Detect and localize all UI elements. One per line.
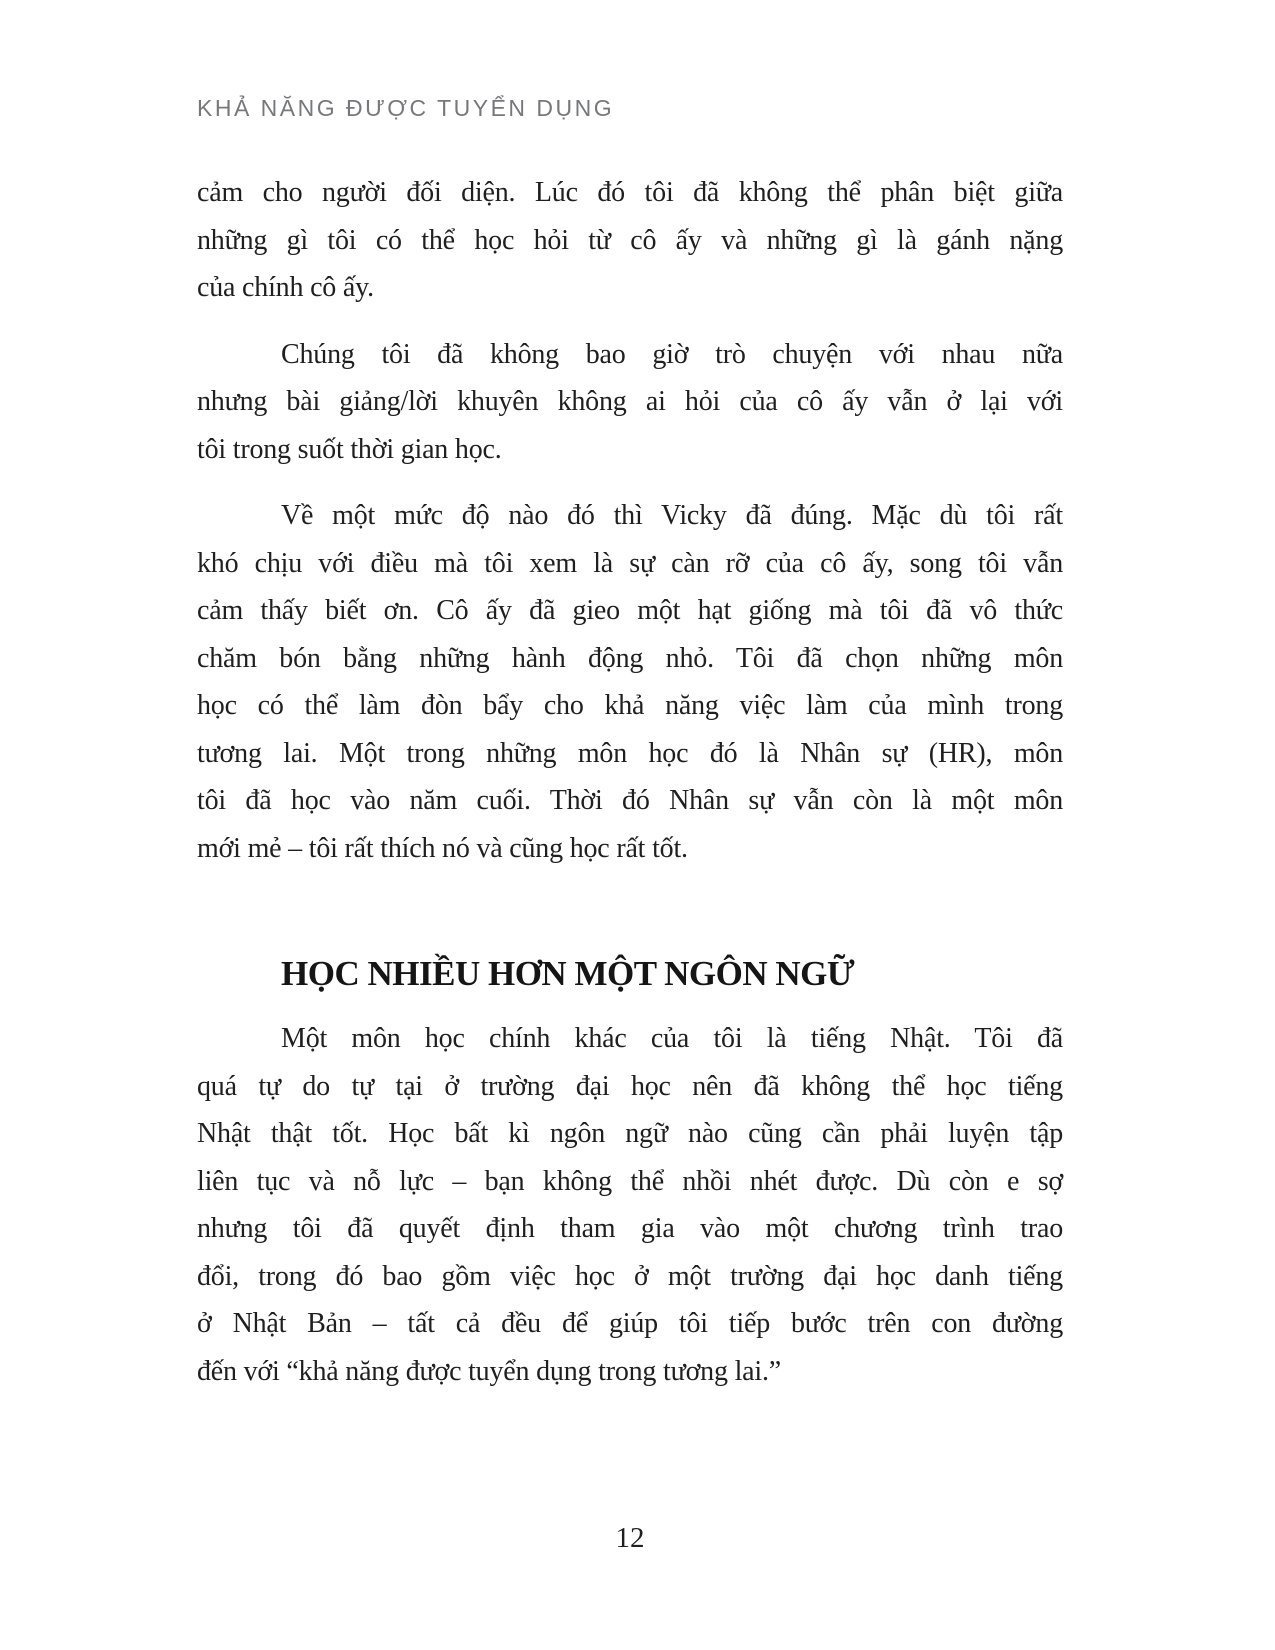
section-heading: HỌC NHIỀU HƠN MỘT NGÔN NGỮ xyxy=(281,954,855,993)
body-line: mới mẻ – tôi rất thích nó và cũng học rất tốt. xyxy=(197,832,688,864)
body-line: tương lai. Một trong những môn học đó là Nhân sự (HR), môn xyxy=(197,737,1063,769)
body-line: đổi, trong đó bao gồm việc học ở một trường đại học danh tiếng xyxy=(197,1260,1063,1292)
body-line: Nhật thật tốt. Học bất kì ngôn ngữ nào cũng cần phải luyện tập xyxy=(197,1118,1063,1149)
body-line: nhưng bài giảng/lời khuyên không ai hỏi của cô ấy vẫn ở lại với xyxy=(197,386,1063,417)
body-line: liên tục và nỗ lực – bạn không thể nhồi nhét được. Dù còn e sợ xyxy=(197,1165,1063,1197)
body-line: chăm bón bằng những hành động nhỏ. Tôi đã chọn những môn xyxy=(197,642,1063,674)
running-header: KHẢ NĂNG ĐƯỢC TUYỂN DỤNG xyxy=(197,95,615,121)
text-block xyxy=(197,169,1063,1395)
body-line: quá tự do tự tại ở trường đại học nên đã không thể học tiếng xyxy=(197,1070,1063,1102)
body-line: Chúng tôi đã không bao giờ trò chuyện với nhau nữa xyxy=(281,338,1063,370)
body-line: đến với “khả năng được tuyển dụng trong tương lai.” xyxy=(197,1355,781,1387)
body-line: khó chịu với điều mà tôi xem là sự càn rỡ của cô ấy, song tôi vẫn xyxy=(197,547,1063,579)
paragraph xyxy=(197,492,1063,872)
body-line: học có thể làm đòn bẩy cho khả năng việc làm của mình trong xyxy=(197,690,1063,721)
paragraph xyxy=(197,1015,1063,1395)
body-line: của chính cô ấy. xyxy=(197,272,374,303)
body-line: cảm thấy biết ơn. Cô ấy đã gieo một hạt giống mà tôi đã vô thức xyxy=(197,595,1063,626)
paragraph xyxy=(197,331,1063,474)
page-number: 12 xyxy=(615,1522,645,1554)
body-line: tôi trong suốt thời gian học. xyxy=(197,433,502,465)
body-line: Về một mức độ nào đó thì Vicky đã đúng. Mặc dù tôi rất xyxy=(281,500,1063,531)
body-line: nhưng tôi đã quyết định tham gia vào một chương trình trao xyxy=(197,1213,1063,1244)
body-line: Một môn học chính khác của tôi là tiếng Nhật. Tôi đã xyxy=(281,1023,1063,1054)
paragraph xyxy=(197,169,1063,312)
body-line: tôi đã học vào năm cuối. Thời đó Nhân sự vẫn còn là một môn xyxy=(197,785,1063,816)
body-line: những gì tôi có thể học hỏi từ cô ấy và những gì là gánh nặng xyxy=(197,224,1063,256)
body-line: cảm cho người đối diện. Lúc đó tôi đã không thể phân biệt giữa xyxy=(197,177,1063,208)
body-line: ở Nhật Bản – tất cả đều để giúp tôi tiếp bước trên con đường xyxy=(197,1308,1063,1339)
